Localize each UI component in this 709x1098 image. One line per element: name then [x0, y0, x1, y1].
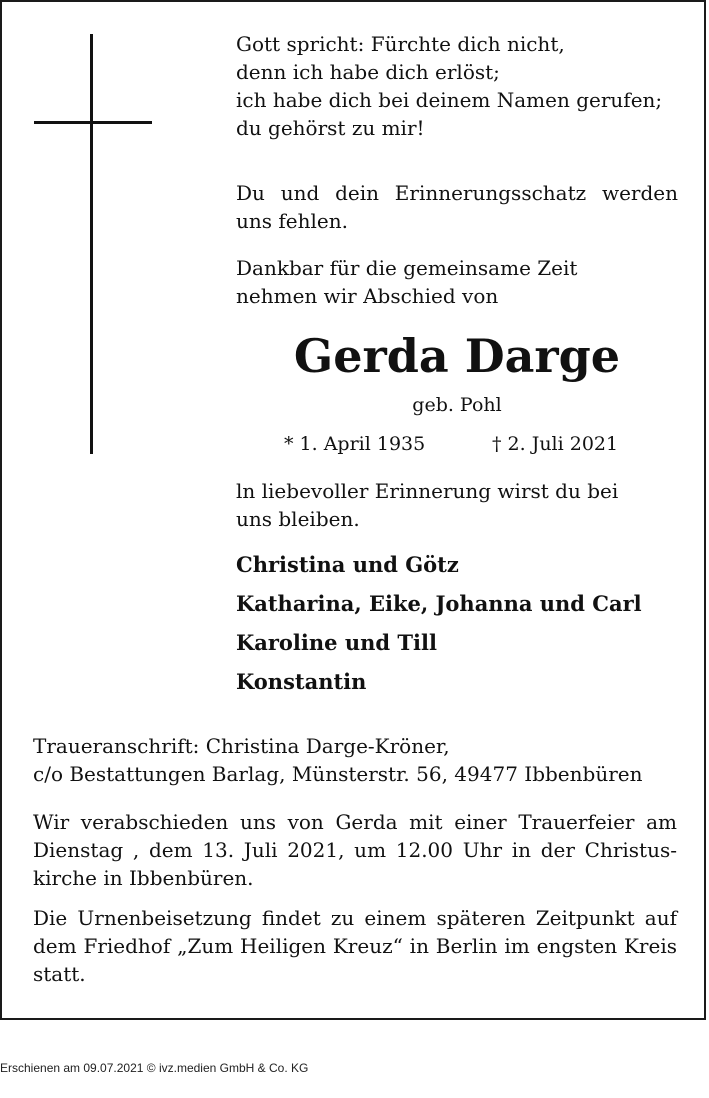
address-line: Traueranschrift: Christina Darge-Kröner,	[33, 734, 450, 758]
verse-line: denn ich habe dich erlöst;	[236, 60, 500, 84]
mourning-address	[33, 732, 677, 788]
remembrance-text: ln liebevoller Erinnerung wirst du bei uns bleiben.	[236, 479, 619, 531]
ceremony-text: Wir verabschieden uns von Gerda mit einer Trauerfeier am Dienstag , dem 13. Juli 2021, um 12.00 Uhr in der Christuskirche in Ibbenbüren.	[33, 810, 677, 890]
mourner-name: Karoline und Till	[236, 630, 437, 655]
deceased-name: Gerda Darge	[293, 329, 621, 383]
maiden-name: geb. Pohl	[412, 394, 502, 416]
verse-line: Gott spricht: Fürchte dich nicht,	[236, 32, 565, 56]
death-date: † 2. Juli 2021	[492, 433, 619, 455]
cross-icon-crossbar	[34, 121, 152, 124]
mourner-name: Katharina, Eike, Johanna und Carl	[236, 591, 642, 616]
farewell-line: nehmen wir Abschied von	[236, 284, 499, 308]
verse-line: ich habe dich bei deinem Namen gerufen;	[236, 88, 663, 112]
bible-verse	[236, 30, 678, 142]
burial-text: Die Urnenbeisetzung findet zu einem späteren Zeitpunkt auf dem Friedhof „Zum Heiligen Kreuz“ in Berlin im engsten Kreis statt.	[33, 906, 677, 986]
verse-line: du gehörst zu mir!	[236, 116, 425, 140]
birth-date: * 1. April 1935	[284, 433, 426, 455]
mourner-name: Christina und Götz	[236, 552, 459, 577]
memory-text: Du und dein Erinnerungsschatz werden uns fehlen.	[236, 181, 678, 233]
address-line: c/o Bestattungen Barlag, Münsterstr. 56, 49477 Ibbenbüren	[33, 762, 643, 786]
mourner-name: Konstantin	[236, 669, 367, 694]
farewell-line: Dankbar für die gemeinsame Zeit	[236, 256, 578, 280]
publication-footer: Erschienen am 09.07.2021 © ivz.medien GmbH & Co. KG	[0, 1061, 309, 1075]
cross-icon	[90, 34, 93, 454]
farewell-text	[236, 254, 678, 310]
